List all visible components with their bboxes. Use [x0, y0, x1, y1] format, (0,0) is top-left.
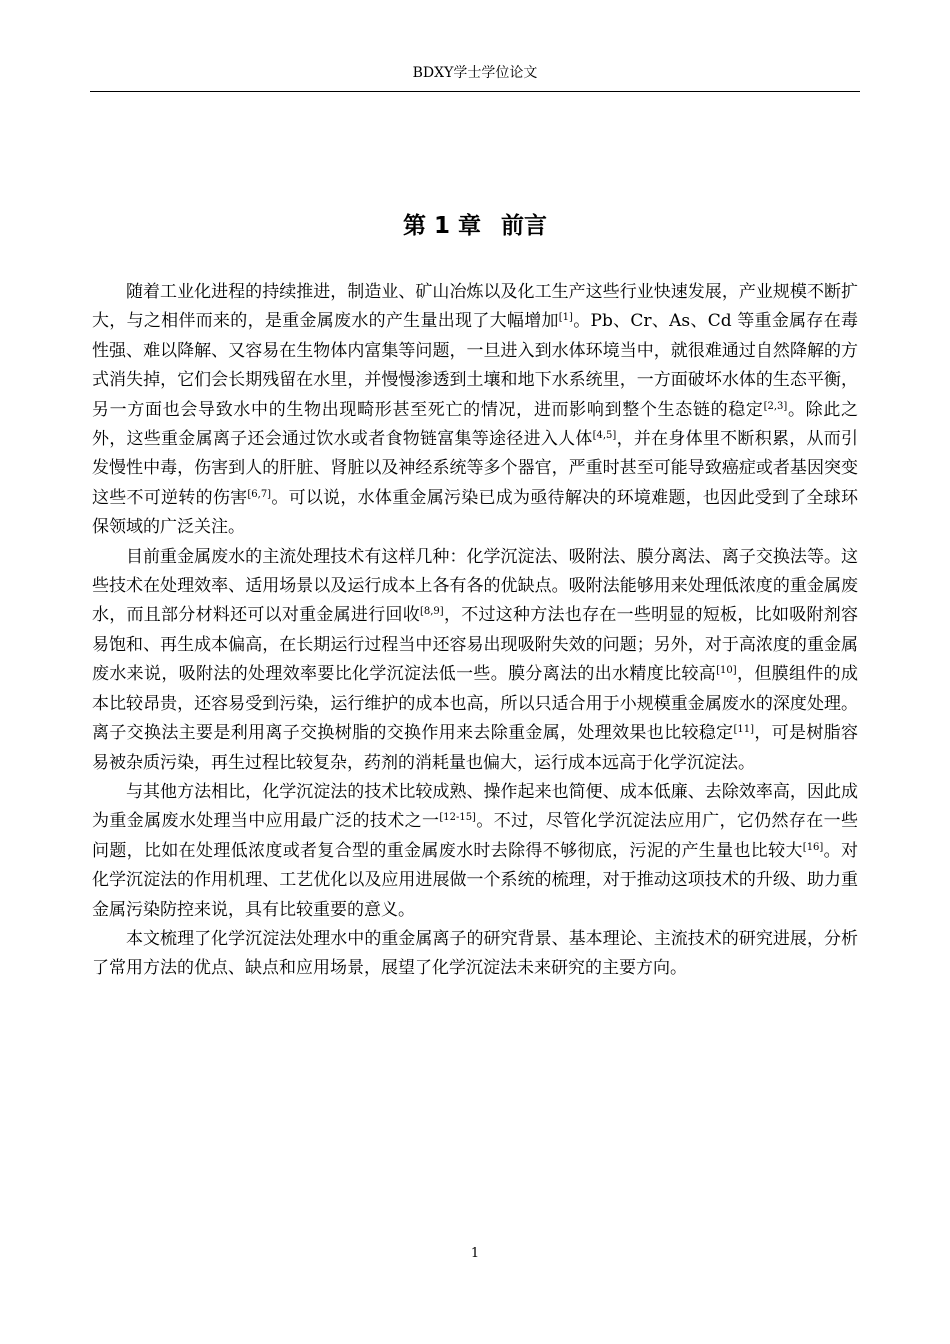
paragraph-text: 。对化学沉淀法的作用机理、工艺优化以及应用进展做一个系统的梳理，对于推动这项技术的升级、助力重金属污染防控来说，具有比较重要的意义。	[92, 840, 859, 920]
citation: [16]	[802, 841, 824, 853]
paragraph-text: 。可以说，水体重金属污染已成为亟待解决的环境难题，也因此受到了全球环保领域的广泛关注。	[92, 487, 859, 538]
citation: [12-15]	[439, 812, 476, 824]
paragraph-text: 。不过，尽管化学沉淀法应用广，它仍然存在一些问题，比如在处理低浓度或者复合型的重金属废水时去除得不够彻底，污泥的产生量也比较大	[92, 811, 859, 861]
paragraph-text: ，可是树脂容易被杂质污染，再生过程比较复杂，药剂的消耗量也偏大，运行成本远高于化学沉淀法。	[92, 723, 859, 773]
paragraph	[92, 278, 858, 543]
paragraph-text: 随着工业化进程的持续推进，制造业、矿山冶炼以及化工生产这些行业快速发展，产业规模不断扩大，与之相伴而来的，是重金属废水的产生量出现了大幅增加	[92, 282, 858, 332]
paragraph-text: 目前重金属废水的主流处理技术有这样几种：化学沉淀法、吸附法、膜分离法、离子交换法等。这些技术在处理效率、适用场景以及运行成本上各有各的优缺点。吸附法能够用来处理低浓度的重金属废水，而且部分材料还可以对重金属进行回收	[92, 546, 858, 626]
header-divider	[90, 91, 860, 92]
paragraph-text: 与其他方法相比，化学沉淀法的技术比较成熟、操作起来也简便、成本低廉、去除效率高，因此成为重金属废水处理当中应用最广泛的技术之一	[92, 781, 858, 832]
citation: [10]	[716, 665, 737, 677]
paragraph-text: ，但膜组件的成本比较昂贵，还容易受到污染，运行维护的成本也高，所以只适合用于小规模重金属废水的深度处理。离子交换法主要是利用离子交换树脂的交换作用来去除重金属，处理效果也比较稳定	[92, 664, 859, 744]
citation: [11]	[733, 724, 754, 736]
citation: [6,7]	[247, 488, 272, 500]
chapter-name: 前言	[501, 213, 548, 239]
citation: [8,9]	[419, 606, 444, 618]
paragraph	[92, 925, 858, 984]
paragraph-text: 。Pb、Cr、As、Cd 等重金属存在毒性强、难以降解、又容易在生物体内富集等问题，一旦进入到水体环境当中，就很难通过自然降解的方式消失掉，它们会长期残留在水里，并慢慢渗透到土壤和地下水系统里，一方面破坏水体的生态平衡，另一方面也会导致水中的生物出现畸形甚至死亡的情况，进而影响到整个生态链的稳定	[92, 311, 858, 420]
paragraph-text: 本文梳理了化学沉淀法处理水中的重金属离子的研究背景、基本理论、主流技术的研究进展，分析了常用方法的优点、缺点和应用场景，展望了化学沉淀法未来研究的主要方向。	[92, 928, 858, 979]
chapter-title	[90, 208, 860, 244]
citation: [4,5]	[592, 430, 617, 442]
paragraph	[92, 778, 858, 925]
paragraph-text: ，并在身体里不断积累，从而引发慢性中毒，伤害到人的肝脏、肾脏以及神经系统等多个器官，严重时甚至可能导致癌症或者基因突变这些不可逆转的伤害	[92, 429, 859, 508]
paragraph-text: 。除此之外，这些重金属离子还会通过饮水或者食物链富集等途径进入人体	[92, 399, 859, 450]
citation: [1]	[558, 312, 573, 324]
paragraph-text: ，不过这种方法也存在一些明显的短板，比如吸附剂容易饱和、再生成本偏高，在长期运行过程当中还容易出现吸附失效的问题；另外，对于高浓度的重金属废水来说，吸附法的处理效率要比化学沉淀法低一些。膜分离法的出水精度比较高	[92, 605, 858, 685]
citation: [2,3]	[763, 400, 788, 412]
body-text	[92, 278, 858, 984]
paragraph	[92, 543, 858, 778]
page-header: BDXY学士学位论文	[412, 65, 538, 81]
chapter-number: 第 1 章	[402, 213, 482, 239]
page-number: 1	[470, 1246, 480, 1261]
